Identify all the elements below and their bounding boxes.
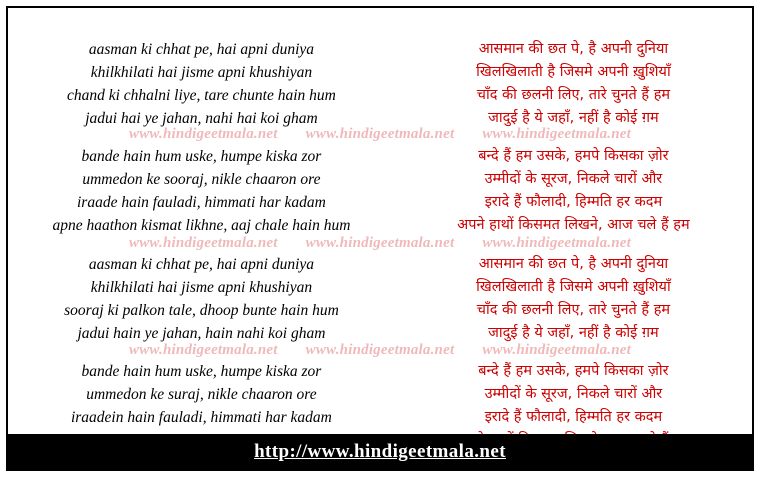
lyrics-line-devanagari: चाँद की छलनी लिए, तारे चुनते हैं हम	[476, 87, 671, 103]
stanza-transliteration	[8, 38, 395, 130]
watermark-text: www.hindigeetmala.net	[482, 235, 631, 251]
lyrics-line-devanagari: जादुई है ये जहाँ, नहीं है कोई ग़म	[488, 110, 659, 126]
stanza-transliteration	[8, 253, 395, 345]
lyrics-line-devanagari: बन्दे हैं हम उसके, हमपे किसका ज़ोर	[478, 363, 669, 379]
stanza-devanagari	[395, 38, 752, 130]
lyrics-area	[8, 8, 752, 434]
watermark-text: www.hindigeetmala.net	[482, 126, 631, 142]
lyrics-line-latin: jadui hain ye jahan, hain nahi koi gham	[77, 325, 326, 342]
lyrics-line-devanagari: आसमान की छत पे, है अपनी दुनिया	[478, 256, 669, 272]
lyrics-line-devanagari: इरादे हैं फौलादी, हिम्मति हर कदम	[484, 194, 663, 210]
watermark-text: www.hindigeetmala.net	[128, 126, 278, 142]
watermark-text: www.hindigeetmala.net	[128, 235, 278, 251]
stanza-transliteration	[8, 145, 395, 237]
watermark-text: www.hindigeetmala.net	[305, 342, 455, 358]
lyrics-line-devanagari: जादुई है ये जहाँ, नहीं है कोई ग़म	[488, 325, 659, 341]
lyrics-line-latin: aasman ki chhat pe, hai apni duniya	[88, 256, 315, 273]
lyrics-line-latin: bande hain hum uske, humpe kiska zor	[81, 148, 322, 165]
lyrics-line-devanagari: खिलखिलाती है जिसमे अपनी ख़ुशियाँ	[476, 279, 671, 295]
watermark-text: www.hindigeetmala.net	[482, 342, 631, 358]
watermark-text: www.hindigeetmala.net	[128, 342, 278, 358]
lyrics-line-latin: ummedon ke suraj, nikle chaaron ore	[86, 386, 317, 403]
lyrics-line-devanagari: चाँद की छलनी लिए, तारे चुनते हैं हम	[476, 302, 671, 318]
lyrics-line-devanagari: आसमान की छत पे, है अपनी दुनिया	[478, 41, 669, 57]
lyrics-line-latin: iraadein hain fauladi, himmati har kadam	[70, 409, 332, 426]
lyrics-line-devanagari: इरादे हैं फौलादी, हिम्मति हर कदम	[484, 409, 663, 425]
lyrics-line-latin: bande hain hum uske, humpe kiska zor	[81, 363, 322, 380]
site-url-link[interactable]: http://www.hindigeetmala.net	[254, 440, 506, 462]
lyrics-line-latin: khilkhilati hai jisme apni khushiyan	[90, 279, 313, 296]
lyrics-line-latin: khilkhilati hai jisme apni khushiyan	[90, 64, 313, 81]
watermark-text: www.hindigeetmala.net	[305, 235, 455, 251]
site-footer	[8, 434, 752, 469]
lyrics-line-devanagari: बन्दे हैं हम उसके, हमपे किसका ज़ोर	[478, 148, 669, 164]
lyrics-line-latin: chand ki chhalni liye, tare chunte hain hum	[66, 87, 336, 104]
lyrics-line-latin: aasman ki chhat pe, hai apni duniya	[88, 41, 315, 58]
lyrics-line-devanagari: उम्मीदों के सूरज, निकले चारों और	[484, 171, 663, 187]
lyrics-line-devanagari: खिलखिलाती है जिसमे अपनी ख़ुशियाँ	[476, 64, 671, 80]
lyrics-line-devanagari: उम्मीदों के सूरज, निकले चारों और	[484, 386, 663, 402]
watermark-row	[8, 235, 752, 252]
lyrics-line-latin: jadui hai ye jahan, nahi hai koi gham	[85, 110, 318, 127]
lyrics-line-latin: sooraj ki palkon tale, dhoop bunte hain hum	[64, 302, 339, 319]
lyrics-line-devanagari: अपने हाथों किसमत लिखने, आज चले हैं हम	[457, 217, 690, 233]
lyrics-line-latin: ummedon ke sooraj, nikle chaaron ore	[82, 171, 321, 188]
stanza-devanagari	[395, 145, 752, 237]
lyrics-line-latin: iraade hain fauladi, himmati har kadam	[77, 194, 326, 211]
stanza-devanagari	[395, 253, 752, 345]
lyrics-line-latin: apne haathon kismat likhne, aaj chale hain hum	[52, 217, 351, 234]
watermark-text: www.hindigeetmala.net	[305, 126, 455, 142]
lyrics-card	[6, 6, 754, 471]
